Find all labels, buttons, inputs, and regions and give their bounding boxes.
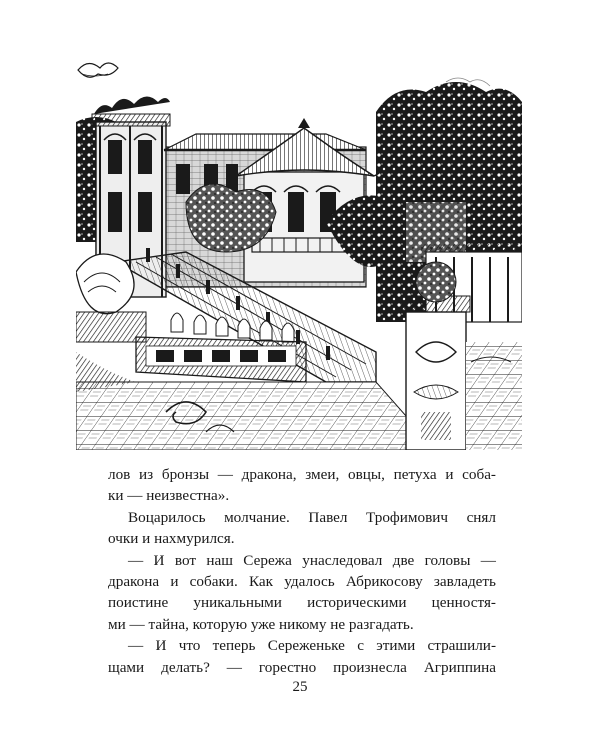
text-line: дракона и собаки. Как удалось Абрикосову завладеть [108, 573, 496, 591]
text-line: — И вот наш Сережа унаследовал две головы — [128, 551, 496, 569]
text-line: щами делать? — горестно произнесла Агриппина [108, 658, 496, 676]
palace-engraving-image [76, 52, 522, 450]
page-number: 25 [292, 679, 308, 695]
text-line: ки — неизвестна». [108, 487, 230, 505]
body-text [108, 464, 496, 678]
text-line: лов из бронзы — дракона, змеи, овцы, петуха и соба- [108, 466, 496, 483]
text-line: ми — тайна, которую уже никому не разгадать. [108, 615, 414, 633]
text-line: — И что теперь Сереженьке с этими страшили- [128, 637, 496, 655]
palace-engraving-illustration [76, 52, 522, 450]
text-line: поистине уникальными историческими ценностя- [108, 594, 496, 612]
text-line: Воцарилось молчание. Павел Трофимович снял [128, 508, 496, 526]
text-line: очки и нахмурился. [108, 530, 235, 548]
